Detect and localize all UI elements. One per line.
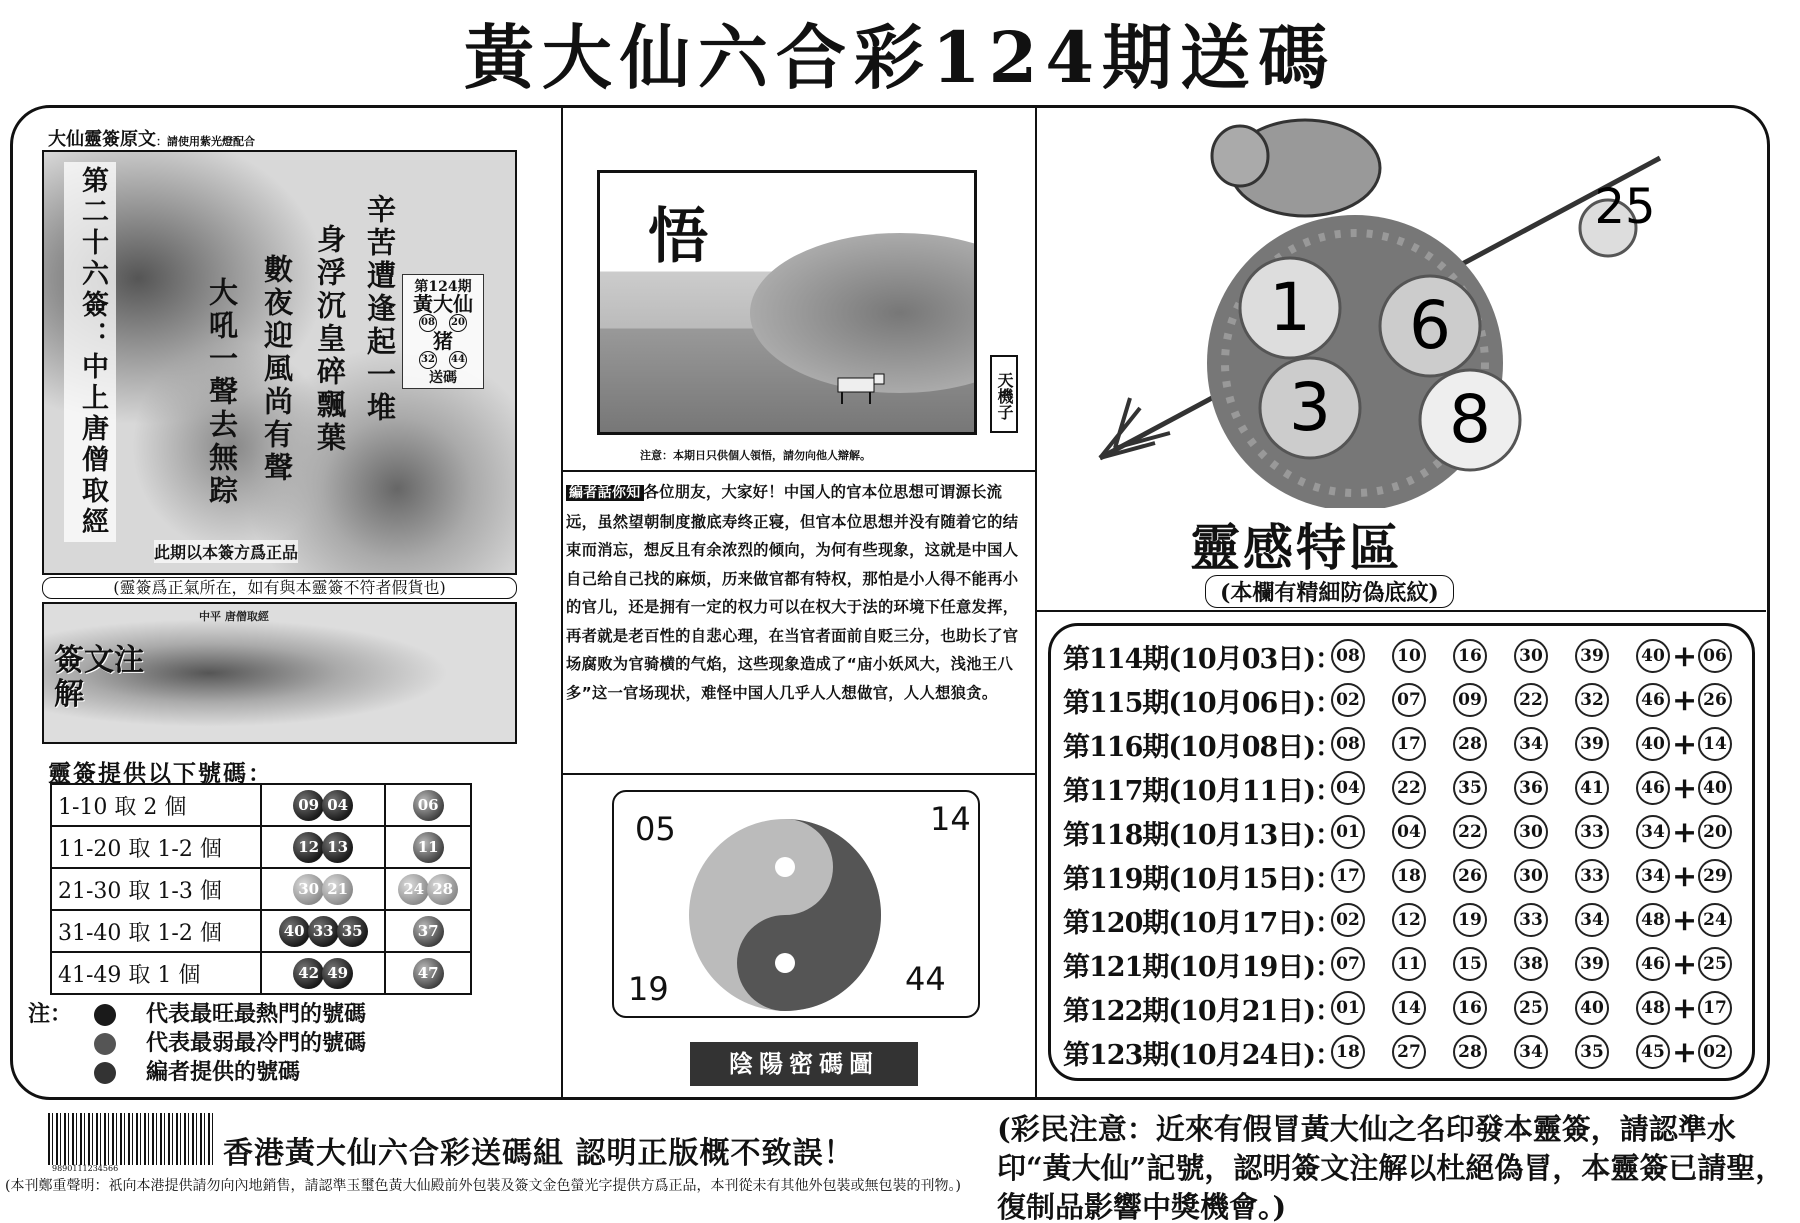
history-row [1063,1032,1732,1072]
plus-icon: + [1672,946,1698,982]
footer-slogan: 香港黃大仙六合彩送碼組 認明正版概不致誤！ [223,1136,855,1171]
history-number: 34 [1636,859,1670,893]
pick-range-label: 21-30 取 1-3 個 [51,868,261,910]
poem-line: 大吼一聲去無踪 [205,277,239,508]
zone-number: 8 [1449,381,1491,458]
pick-group1 [261,868,385,910]
history-number: 30 [1514,815,1548,849]
history-row [1063,636,1732,676]
plus-icon: + [1672,858,1698,894]
history-number: 22 [1514,683,1548,717]
lot-badge [402,274,484,389]
editor-tag: 編者話你知 [566,485,644,501]
history-number: 35 [1453,771,1487,805]
history-row [1063,856,1732,896]
editor-column [566,478,1030,767]
history-number: 39 [1575,639,1609,673]
history-period: 第117期(10月11日)： [1063,775,1342,807]
badge-number: 44 [449,351,467,369]
divider [562,470,1035,472]
history-number: 22 [1453,815,1487,849]
history-special-number: 02 [1698,1035,1732,1069]
history-period: 第123期(10月24日)： [1063,1039,1342,1071]
history-number: 22 [1392,771,1426,805]
history-number: 46 [1636,683,1670,717]
ox-icon [830,368,890,408]
zone-subtitle: (本欄有精細防偽底紋) [1205,575,1454,608]
plus-icon: + [1672,682,1698,718]
legend-dot-icon [94,1033,116,1055]
history-period: 第120期(10月17日)： [1063,907,1342,939]
number-ball: 28 [427,874,458,905]
divider [1036,610,1766,612]
history-number: 18 [1331,1035,1365,1069]
history-period: 第116期(10月08日)： [1063,731,1342,763]
plus-icon: + [1672,902,1698,938]
legend-text: 編者提供的號碼 [146,1059,301,1085]
history-row [1063,724,1732,764]
divider [1035,108,1037,1098]
number-ball: 11 [413,832,444,863]
history-number: 27 [1392,1035,1426,1069]
number-ball: 21 [322,874,353,905]
plus-icon: + [1672,638,1698,674]
number-ball: 06 [413,790,444,821]
badge-number: 08 [419,314,437,332]
history-number: 35 [1575,1035,1609,1069]
history-number: 30 [1514,639,1548,673]
history-number: 16 [1453,639,1487,673]
plus-icon: + [1672,726,1698,762]
history-number: 17 [1392,727,1426,761]
explain-subtitle: 中平 唐僧取經 [199,610,269,623]
zone-number: 6 [1409,287,1451,364]
plus-icon: + [1672,814,1698,850]
yinyang-number: 05 [635,810,676,848]
history-special-number: 29 [1698,859,1732,893]
history-number: 34 [1636,815,1670,849]
number-ball: 24 [398,874,429,905]
pick-group2 [385,868,471,910]
history-number: 46 [1636,947,1670,981]
history-period: 第119期(10月15日)： [1063,863,1342,895]
history-number: 08 [1331,727,1365,761]
history-number: 18 [1392,859,1426,893]
plus-icon: + [1672,990,1698,1026]
legend-text: 代表最弱最冷門的號碼 [146,1030,367,1056]
history-number: 33 [1575,859,1609,893]
badge-name: 黃大仙 [413,292,473,316]
history-special-number: 26 [1698,683,1732,717]
history-special-number: 20 [1698,815,1732,849]
badge-issue: 第124期 [414,279,472,295]
legend-row [28,1000,366,1029]
pick-group2 [385,826,471,868]
pick-group1 [261,952,385,994]
explain-title: 簽文注解 [54,643,144,712]
history-row [1063,900,1732,940]
history-row [1063,944,1732,984]
editor-text: 各位朋友，大家好！中国人的官本位思想可谓源长流远，虽然望朝制度撤底寿终正寝，但官本位思想并没有随着它的结束而消忘，想反且有余浓烈的倾向，为何有些现象，这就是中国人自己给自己找的麻烦，历来做官都有特权，那怕是小人得不能再小的官儿，还是拥有一定的权力可以在权大于法的环境下任意发挥，再者就是老百性的自悲心理，在当官者面前自贬三分，也助长了官场腐败为官骑横的气焰，这些现象造成了“庙小妖风大，浅池王八多”这一官场现状，难怪中国人几乎人人想做官，人人想狼贪。 [566,483,1019,702]
history-number: 17 [1331,859,1365,893]
poem-line: 身浮沉皇碎飄葉 [313,224,347,455]
pick-group1 [261,826,385,868]
history-number: 02 [1331,903,1365,937]
yinyang-label: 陰陽密碼圖 [690,1042,918,1086]
history-number: 08 [1331,639,1365,673]
number-ball: 33 [308,916,339,947]
buyer-notice: (彩民注意：近來有假冒黃大仙之名印發本靈簽，請認準水印“黃大仙”記號，認明簽文注解以杜絕偽冒，本靈簽已請聖，復制品影響中獎機會。) [997,1112,1785,1223]
history-number: 33 [1514,903,1548,937]
history-period: 第114期(10月03日)： [1063,643,1342,675]
badge-number: 32 [419,351,437,369]
legend-rows [28,1000,366,1087]
pick-row [51,910,471,952]
pick-group2 [385,952,471,994]
yinyang-number: 14 [930,800,971,838]
history-number: 15 [1453,947,1487,981]
history-number: 34 [1575,903,1609,937]
pick-table [50,783,472,995]
history-period: 第118期(10月13日)： [1063,819,1342,851]
yinyang-number: 44 [905,960,946,998]
history-row [1063,768,1732,808]
pick-group1 [261,784,385,826]
number-ball: 37 [413,916,444,947]
zone-number: 25 [1594,179,1656,235]
poem-line: 辛苦遭逢起一堆 [363,194,397,425]
history-number: 19 [1453,903,1487,937]
history-number: 04 [1392,815,1426,849]
history-number: 04 [1331,771,1365,805]
history-number: 09 [1453,683,1487,717]
number-ball: 12 [293,832,324,863]
pick-range-label: 1-10 取 2 個 [51,784,261,826]
history-number: 26 [1453,859,1487,893]
disclaimer-bar: (靈簽爲正氣所在，如有與本靈簽不符者假貨也) [42,577,517,599]
history-special-number: 17 [1698,991,1732,1025]
lot-bottom-text: 此期以本簽方爲正品 [154,540,298,563]
history-number: 33 [1575,815,1609,849]
history-special-number: 14 [1698,727,1732,761]
number-ball: 35 [337,916,368,947]
poem-line: 數夜迎風尚有聲 [260,254,294,485]
number-ball: 13 [322,832,353,863]
history-number: 34 [1514,727,1548,761]
legend-dot-icon [94,1004,116,1026]
pick-range-label: 41-49 取 1 個 [51,952,261,994]
legend [28,1000,366,1087]
tianji-seal: 天機子 [990,355,1018,433]
pick-row [51,952,471,994]
history-row [1063,812,1732,852]
footer-note: (本刊鄭重聲明：祇向本港提供請勿向內地銷售，請認準玉璽色黃大仙殿前外包裝及簽文金色螢光字提供方爲正品，本刊從未有其他外包裝或無包裝的刊物。) [5,1178,961,1194]
history-row [1063,680,1732,720]
sign-heading [48,125,255,151]
history-number: 45 [1636,1035,1670,1069]
yinyang-number: 19 [628,970,669,1008]
history-number: 01 [1331,815,1365,849]
history-number: 40 [1575,991,1609,1025]
number-ball: 47 [413,958,444,989]
history-number: 28 [1453,1035,1487,1069]
divider [562,773,1035,775]
pick-group2 [385,784,471,826]
history-number: 25 [1514,991,1548,1025]
history-special-number: 25 [1698,947,1732,981]
history-number: 30 [1514,859,1548,893]
page-title: 黃大仙六合彩124期送碼 [463,16,1337,99]
history-number: 40 [1636,639,1670,673]
sign-heading-note: ：請使用紫光燈配合 [156,135,255,148]
history-number: 01 [1331,991,1365,1025]
number-ball: 42 [293,958,324,989]
zone-title: 靈感特區 [1190,518,1402,577]
pick-range-label: 11-20 取 1-2 個 [51,826,261,868]
plus-icon: + [1672,770,1698,806]
legend-row [28,1029,366,1058]
plus-icon: + [1672,1034,1698,1070]
legend-text: 代表最旺最熱門的號碼 [146,1001,367,1027]
legend-prefix: 注： [28,1001,73,1027]
divider [561,108,563,1098]
enlightenment-image [597,170,977,435]
history-period: 第121期(10月19日)： [1063,951,1342,983]
history-number: 48 [1636,991,1670,1025]
number-ball: 49 [322,958,353,989]
history-special-number: 40 [1698,771,1732,805]
history-period: 第122期(10月21日)： [1063,995,1342,1027]
history-number: 02 [1331,683,1365,717]
yinyang-icon [685,815,885,1015]
sign-heading-text: 大仙靈簽原文 [48,129,156,150]
history-number: 14 [1392,991,1426,1025]
inspiration-illustration [1060,108,1720,508]
number-ball: 09 [293,790,324,821]
pick-group1 [261,910,385,952]
barcode-number: 9890111234566 [52,1164,119,1173]
badge-label: 送碼 [429,370,457,386]
barcode [48,1113,215,1165]
history-number: 10 [1392,639,1426,673]
ox-head [1212,126,1268,186]
history-number: 39 [1575,727,1609,761]
legend-row [28,1058,366,1087]
history-period: 第115期(10月06日)： [1063,687,1342,719]
badge-number: 20 [449,314,467,332]
zone-number: 3 [1289,369,1331,446]
history-number: 40 [1636,727,1670,761]
pick-row [51,784,471,826]
pick-row [51,826,471,868]
pick-row [51,868,471,910]
history-number: 48 [1636,903,1670,937]
enlightenment-note: 注意：本期日只供個人領悟，請勿向他人辯解。 [640,449,871,462]
explain-image [42,602,517,744]
history-number: 07 [1392,683,1426,717]
history-number: 41 [1575,771,1609,805]
numbers-heading: 靈簽提供以下號碼： [48,760,273,787]
pick-range-label: 31-40 取 1-2 個 [51,910,261,952]
sign-image [42,150,517,575]
history-number: 36 [1514,771,1548,805]
pick-group2 [385,910,471,952]
zone-number: 1 [1269,269,1311,346]
history-number: 39 [1575,947,1609,981]
lot-number: 第二十六簽：中上唐僧取經 [64,162,116,542]
number-ball: 40 [279,916,310,947]
history-number: 07 [1331,947,1365,981]
number-ball: 04 [322,790,353,821]
history-row [1063,988,1732,1028]
history-special-number: 24 [1698,903,1732,937]
history-number: 28 [1453,727,1487,761]
legend-dot-icon [94,1062,116,1084]
badge-animal: 猪 [433,329,453,353]
history-number: 16 [1453,991,1487,1025]
history-number: 46 [1636,771,1670,805]
history-special-number: 06 [1698,639,1732,673]
history-number: 12 [1392,903,1426,937]
wu-character: 悟 [648,202,708,272]
number-ball: 30 [293,874,324,905]
history-number: 32 [1575,683,1609,717]
history-number: 11 [1392,947,1426,981]
history-number: 34 [1514,1035,1548,1069]
history-number: 38 [1514,947,1548,981]
